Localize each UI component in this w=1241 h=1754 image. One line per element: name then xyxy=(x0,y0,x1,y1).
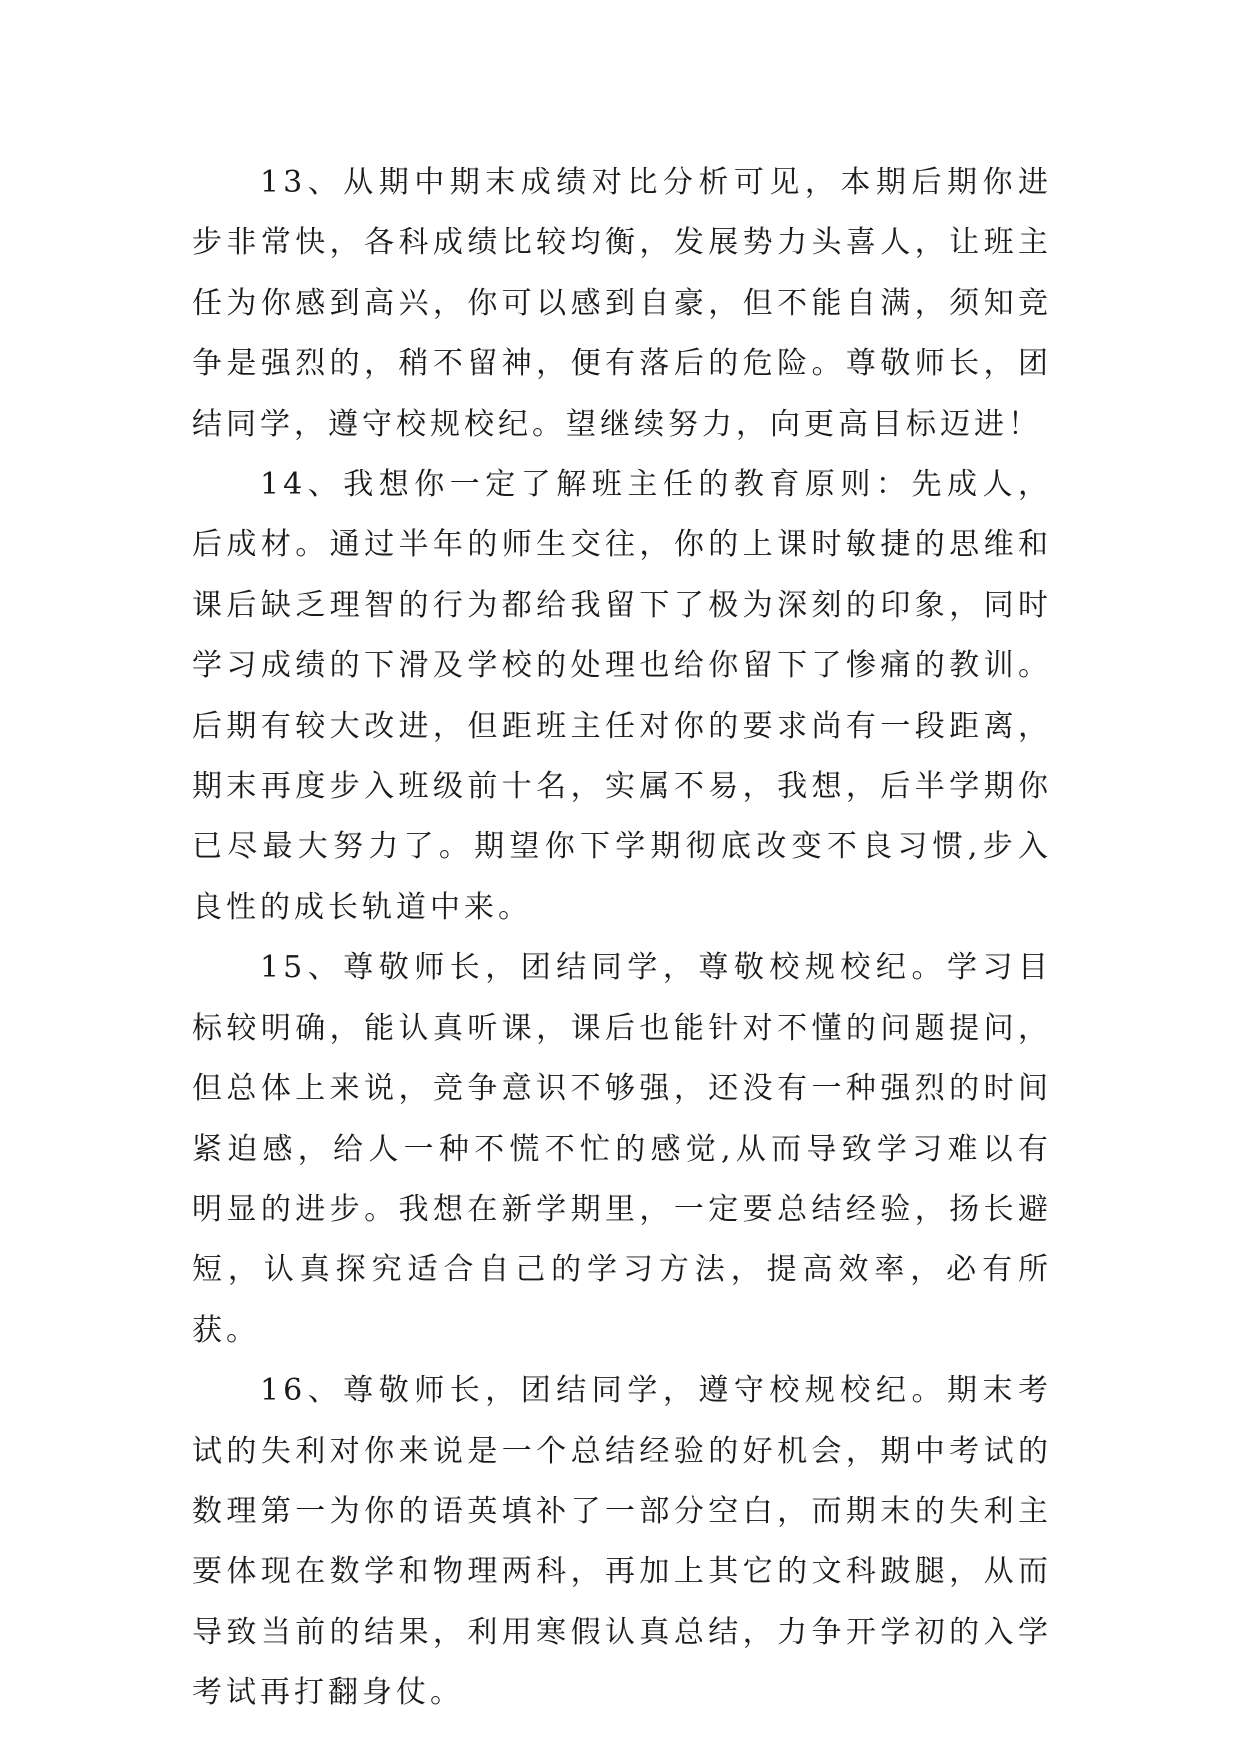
paragraph-14: 14、我想你一定了解班主任的教育原则：先成人，后成材。通过半年的师生交往，你的上课时敏捷的思维和课后缺乏理智的行为都给我留下了极为深刻的印象，同时学习成绩的下滑及学校的处理也给你留下了惨痛的教训。后期有较大改进，但距班主任对你的要求尚有一段距离，期末再度步入班级前十名，实属不易，我想，后半学期你已尽最大努力了。期望你下学期彻底改变不良习惯,步入良性的成长轨道中来。 xyxy=(192,467,1052,925)
document-body xyxy=(192,153,1052,1724)
paragraph-13: 13、从期中期末成绩对比分析可见，本期后期你进步非常快，各科成绩比较均衡，发展势力头喜人，让班主任为你感到高兴，你可以感到自豪，但不能自满，须知竞争是强烈的，稍不留神，便有落后的危险。尊敬师长，团结同学，遵守校规校纪。望继续努力，向更高目标迈进！ xyxy=(192,165,1052,442)
paragraph-16: 16、尊敬师长，团结同学，遵守校规校纪。期末考试的失利对你来说是一个总结经验的好机会，期中考试的数理第一为你的语英填补了一部分空白，而期末的失利主要体现在数学和物理两科，再加上其它的文科跛腿，从而导致当前的结果，利用寒假认真总结，力争开学初的入学考试再打翻身仗。 xyxy=(192,1373,1052,1711)
paragraph-15: 15、尊敬师长，团结同学，尊敬校规校纪。学习目标较明确，能认真听课，课后也能针对不懂的问题提问，但总体上来说，竞争意识不够强，还没有一种强烈的时间紧迫感，给人一种不慌不忙的感觉,从而导致学习难以有明显的进步。我想在新学期里，一定要总结经验，扬长避短，认真探究适合自己的学习方法，提高效率，必有所获。 xyxy=(192,950,1052,1348)
